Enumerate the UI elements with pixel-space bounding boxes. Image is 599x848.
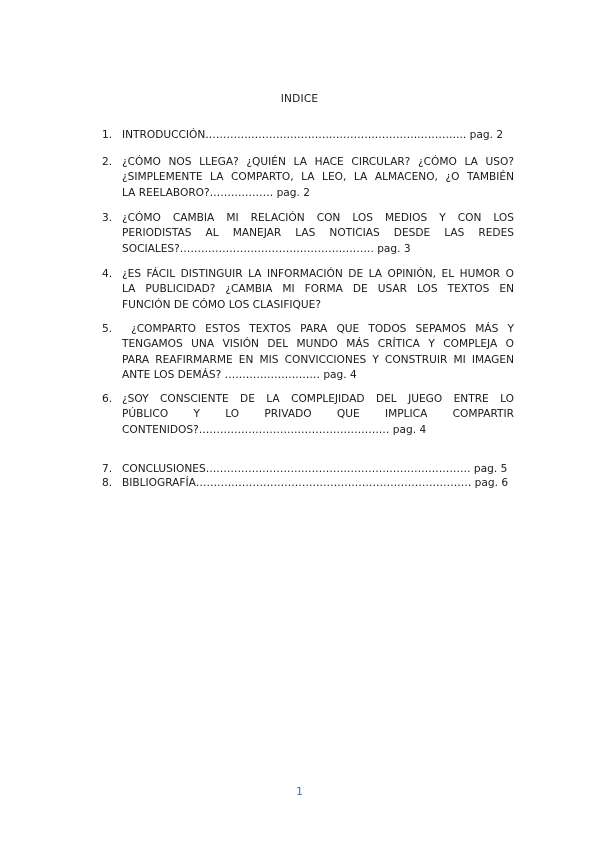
toc-item-3[interactable] (102, 211, 514, 257)
page-number: 1 (296, 785, 303, 798)
toc-item-5[interactable] (102, 322, 514, 384)
toc-item-line: TENGAMOS UNA VISIÓN DEL MUNDO MÁS CRÍTICA Y COMPLEJA O (122, 338, 514, 351)
toc-item-line: ANTE LOS DEMÁS? ……………………… pag. 4 (122, 368, 357, 381)
toc-item-line: CONCLUSIONES………………………………………………………………… pag. 5 (122, 463, 508, 475)
toc-item-line: INTRODUCCIÓN……………………………………………………………….. pag. 2 (122, 129, 504, 141)
toc-item-line: BIBLIOGRAFÍA…………………………………………………………………… pag. 6 (122, 477, 509, 489)
toc-item-line: FUNCIÓN DE CÓMO LOS CLASIFIQUE? (122, 298, 321, 311)
toc-item-line: ¿CÓMO NOS LLEGA? ¿QUIÉN LA HACE CIRCULAR? ¿CÓMO LA USO? (122, 156, 514, 168)
toc-item-line: SOCIALES?………………………………………………. pag. 3 (122, 242, 411, 255)
toc-item-8[interactable] (102, 476, 514, 492)
toc-item-line: PERIODISTAS AL MANEJAR LAS NOTICIAS DESDE LAS REDES (122, 227, 514, 240)
toc-item-number: 4. (102, 268, 113, 280)
toc-item-line: ¿COMPARTO ESTOS TEXTOS PARA QUE TODOS SEPAMOS MÁS Y (122, 323, 514, 335)
toc-item-number: 3. (102, 212, 113, 224)
toc-item-line: CONTENIDOS?……………………………………………… pag. 4 (122, 423, 427, 436)
toc-item-number: 2. (102, 156, 113, 168)
toc-item-line: ¿CÓMO CAMBIA MI RELACIÓN CON LOS MEDIOS Y CON LOS (122, 212, 514, 224)
index-title: INDICE (280, 93, 319, 105)
toc-item-line: LA PUBLICIDAD? ¿CAMBIA MI FORMA DE USAR LOS TEXTOS EN (122, 283, 514, 296)
toc-item-2[interactable] (102, 155, 514, 201)
toc-item-number: 5. (102, 323, 113, 335)
toc-item-line: ¿SOY CONSCIENTE DE LA COMPLEJIDAD DEL JUEGO ENTRE LO (122, 393, 514, 405)
toc-item-number: 7. (102, 463, 113, 475)
toc-item-6[interactable] (102, 392, 514, 438)
toc-item-4[interactable] (102, 267, 514, 313)
toc-item-number: 6. (102, 393, 113, 405)
toc-item-line: PARA REAFIRMARME EN MIS CONVICCIONES Y CONSTRUIR MI IMAGEN (122, 353, 514, 366)
toc-item-number: 1. (102, 129, 113, 141)
toc-item-line: LA REELABORO?……………… pag. 2 (122, 186, 310, 199)
toc-item-number: 8. (102, 477, 113, 489)
toc-item-1[interactable] (102, 128, 514, 144)
toc-item-line: ¿SIMPLEMENTE LA COMPARTO, LA LEO, LA ALMACENO, ¿O TAMBIÉN (122, 171, 514, 184)
toc-item-line: PÚBLICO Y LO PRIVADO QUE IMPLICA COMPARTIR (122, 408, 514, 421)
toc-item-line: ¿ES FÁCIL DISTINGUIR LA INFORMACIÓN DE LA OPINIÓN, EL HUMOR O (122, 268, 514, 280)
